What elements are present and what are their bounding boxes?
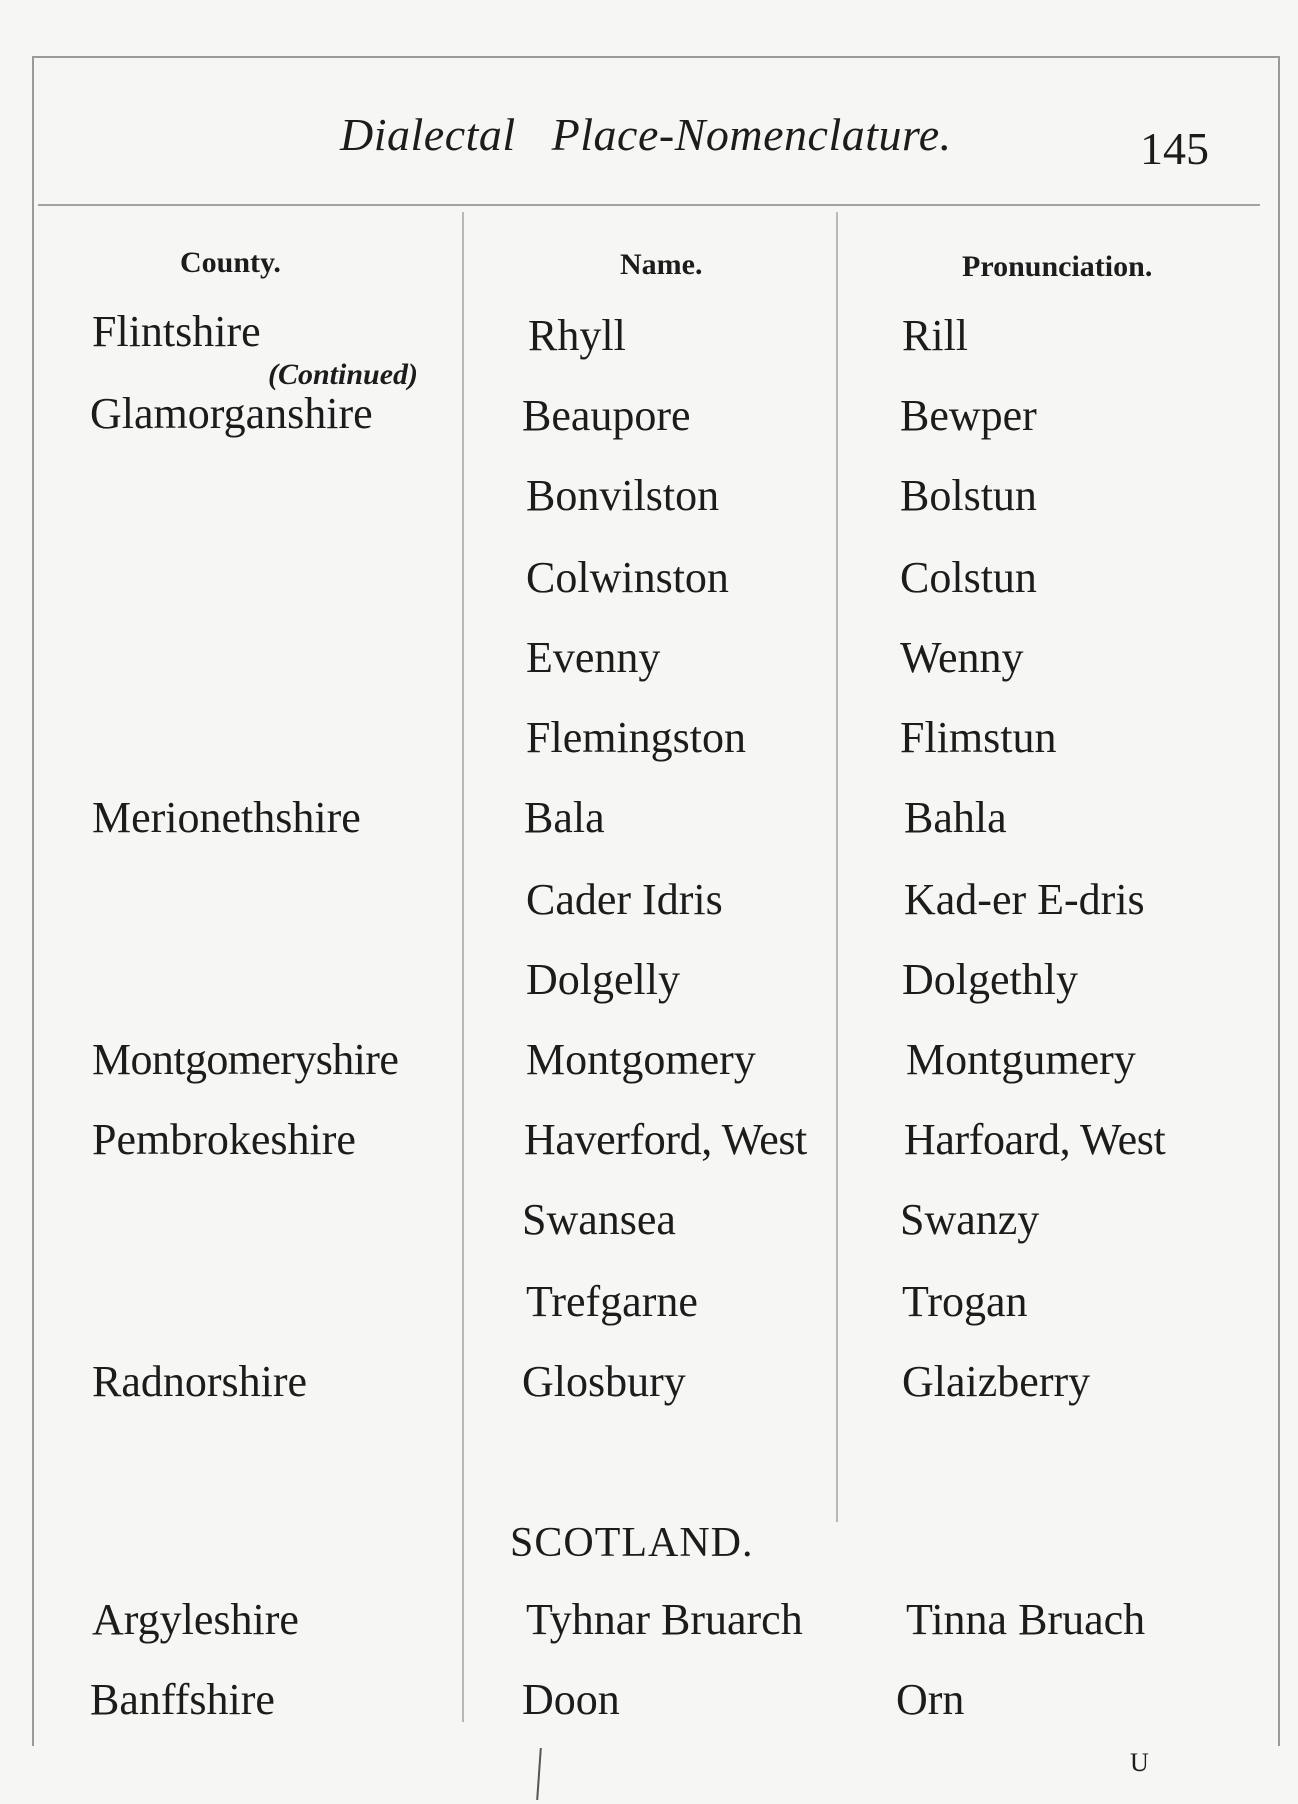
name-cell: Dolgelly: [526, 955, 680, 1004]
header-rule: [38, 204, 1260, 206]
county-cell: Flintshire: [92, 307, 261, 356]
name-cell: Haverford, West: [524, 1115, 807, 1164]
name-cell: Bonvilston: [526, 471, 720, 520]
name-cell: Trefgarne: [526, 1277, 698, 1326]
county-cell: Radnorshire: [92, 1357, 308, 1406]
pronunciation-cell: Tinna Bruach: [906, 1595, 1146, 1644]
column-header-name: Name.: [620, 248, 703, 281]
name-cell: Swansea: [522, 1195, 676, 1244]
name-cell: Rhyll: [528, 311, 626, 360]
running-head-title: Dialectal Place-Nomenclature.: [340, 109, 952, 160]
name-cell: Doon: [522, 1675, 620, 1724]
pronunciation-cell: Bewper: [900, 391, 1037, 440]
county-cell: Merionethshire: [92, 793, 361, 842]
continued-note: (Continued): [268, 358, 419, 391]
name-cell: Montgomery: [526, 1035, 756, 1084]
signature-mark: U: [1130, 1748, 1149, 1777]
pronunciation-cell: Montgumery: [906, 1035, 1136, 1084]
pronunciation-cell: Kad-er E-dris: [904, 875, 1145, 924]
pronunciation-cell: Colstun: [900, 553, 1037, 602]
section-heading-scotland: SCOTLAND.: [510, 1520, 754, 1566]
column-divider-county-name: [462, 212, 464, 1722]
column-divider-name-pronunciation: [836, 212, 838, 1522]
county-cell: Montgomeryshire: [92, 1035, 399, 1084]
name-cell: Bala: [524, 793, 605, 842]
county-cell: Glamorganshire: [90, 389, 373, 438]
pronunciation-cell: Wenny: [900, 633, 1024, 682]
name-cell: Tyhnar Bruarch: [526, 1595, 803, 1644]
name-cell: Beaupore: [522, 391, 691, 440]
pronunciation-cell: Flimstun: [900, 713, 1057, 762]
pronunciation-cell: Harfoard, West: [904, 1115, 1166, 1164]
name-cell: Glosbury: [522, 1357, 686, 1406]
pronunciation-cell: Bahla: [904, 793, 1007, 842]
pronunciation-cell: Swanzy: [900, 1195, 1040, 1244]
column-header-county: County.: [180, 246, 281, 279]
pronunciation-cell: Orn: [896, 1675, 965, 1724]
county-cell: Pembrokeshire: [92, 1115, 356, 1164]
pronunciation-cell: Rill: [902, 311, 969, 360]
county-cell: Argyleshire: [92, 1595, 299, 1644]
column-header-pronunciation: Pronunciation.: [962, 250, 1153, 283]
pronunciation-cell: Trogan: [902, 1277, 1028, 1326]
name-cell: Evenny: [526, 633, 661, 682]
county-cell: Banffshire: [90, 1675, 275, 1724]
name-cell: Flemingston: [526, 713, 747, 762]
page-number: 145: [1140, 123, 1209, 174]
pencil-mark: [536, 1748, 542, 1800]
pronunciation-cell: Dolgethly: [902, 955, 1078, 1004]
name-cell: Colwinston: [526, 553, 729, 602]
pronunciation-cell: Bolstun: [900, 471, 1037, 520]
pronunciation-cell: Glaizberry: [902, 1357, 1091, 1406]
name-cell: Cader Idris: [526, 875, 723, 924]
